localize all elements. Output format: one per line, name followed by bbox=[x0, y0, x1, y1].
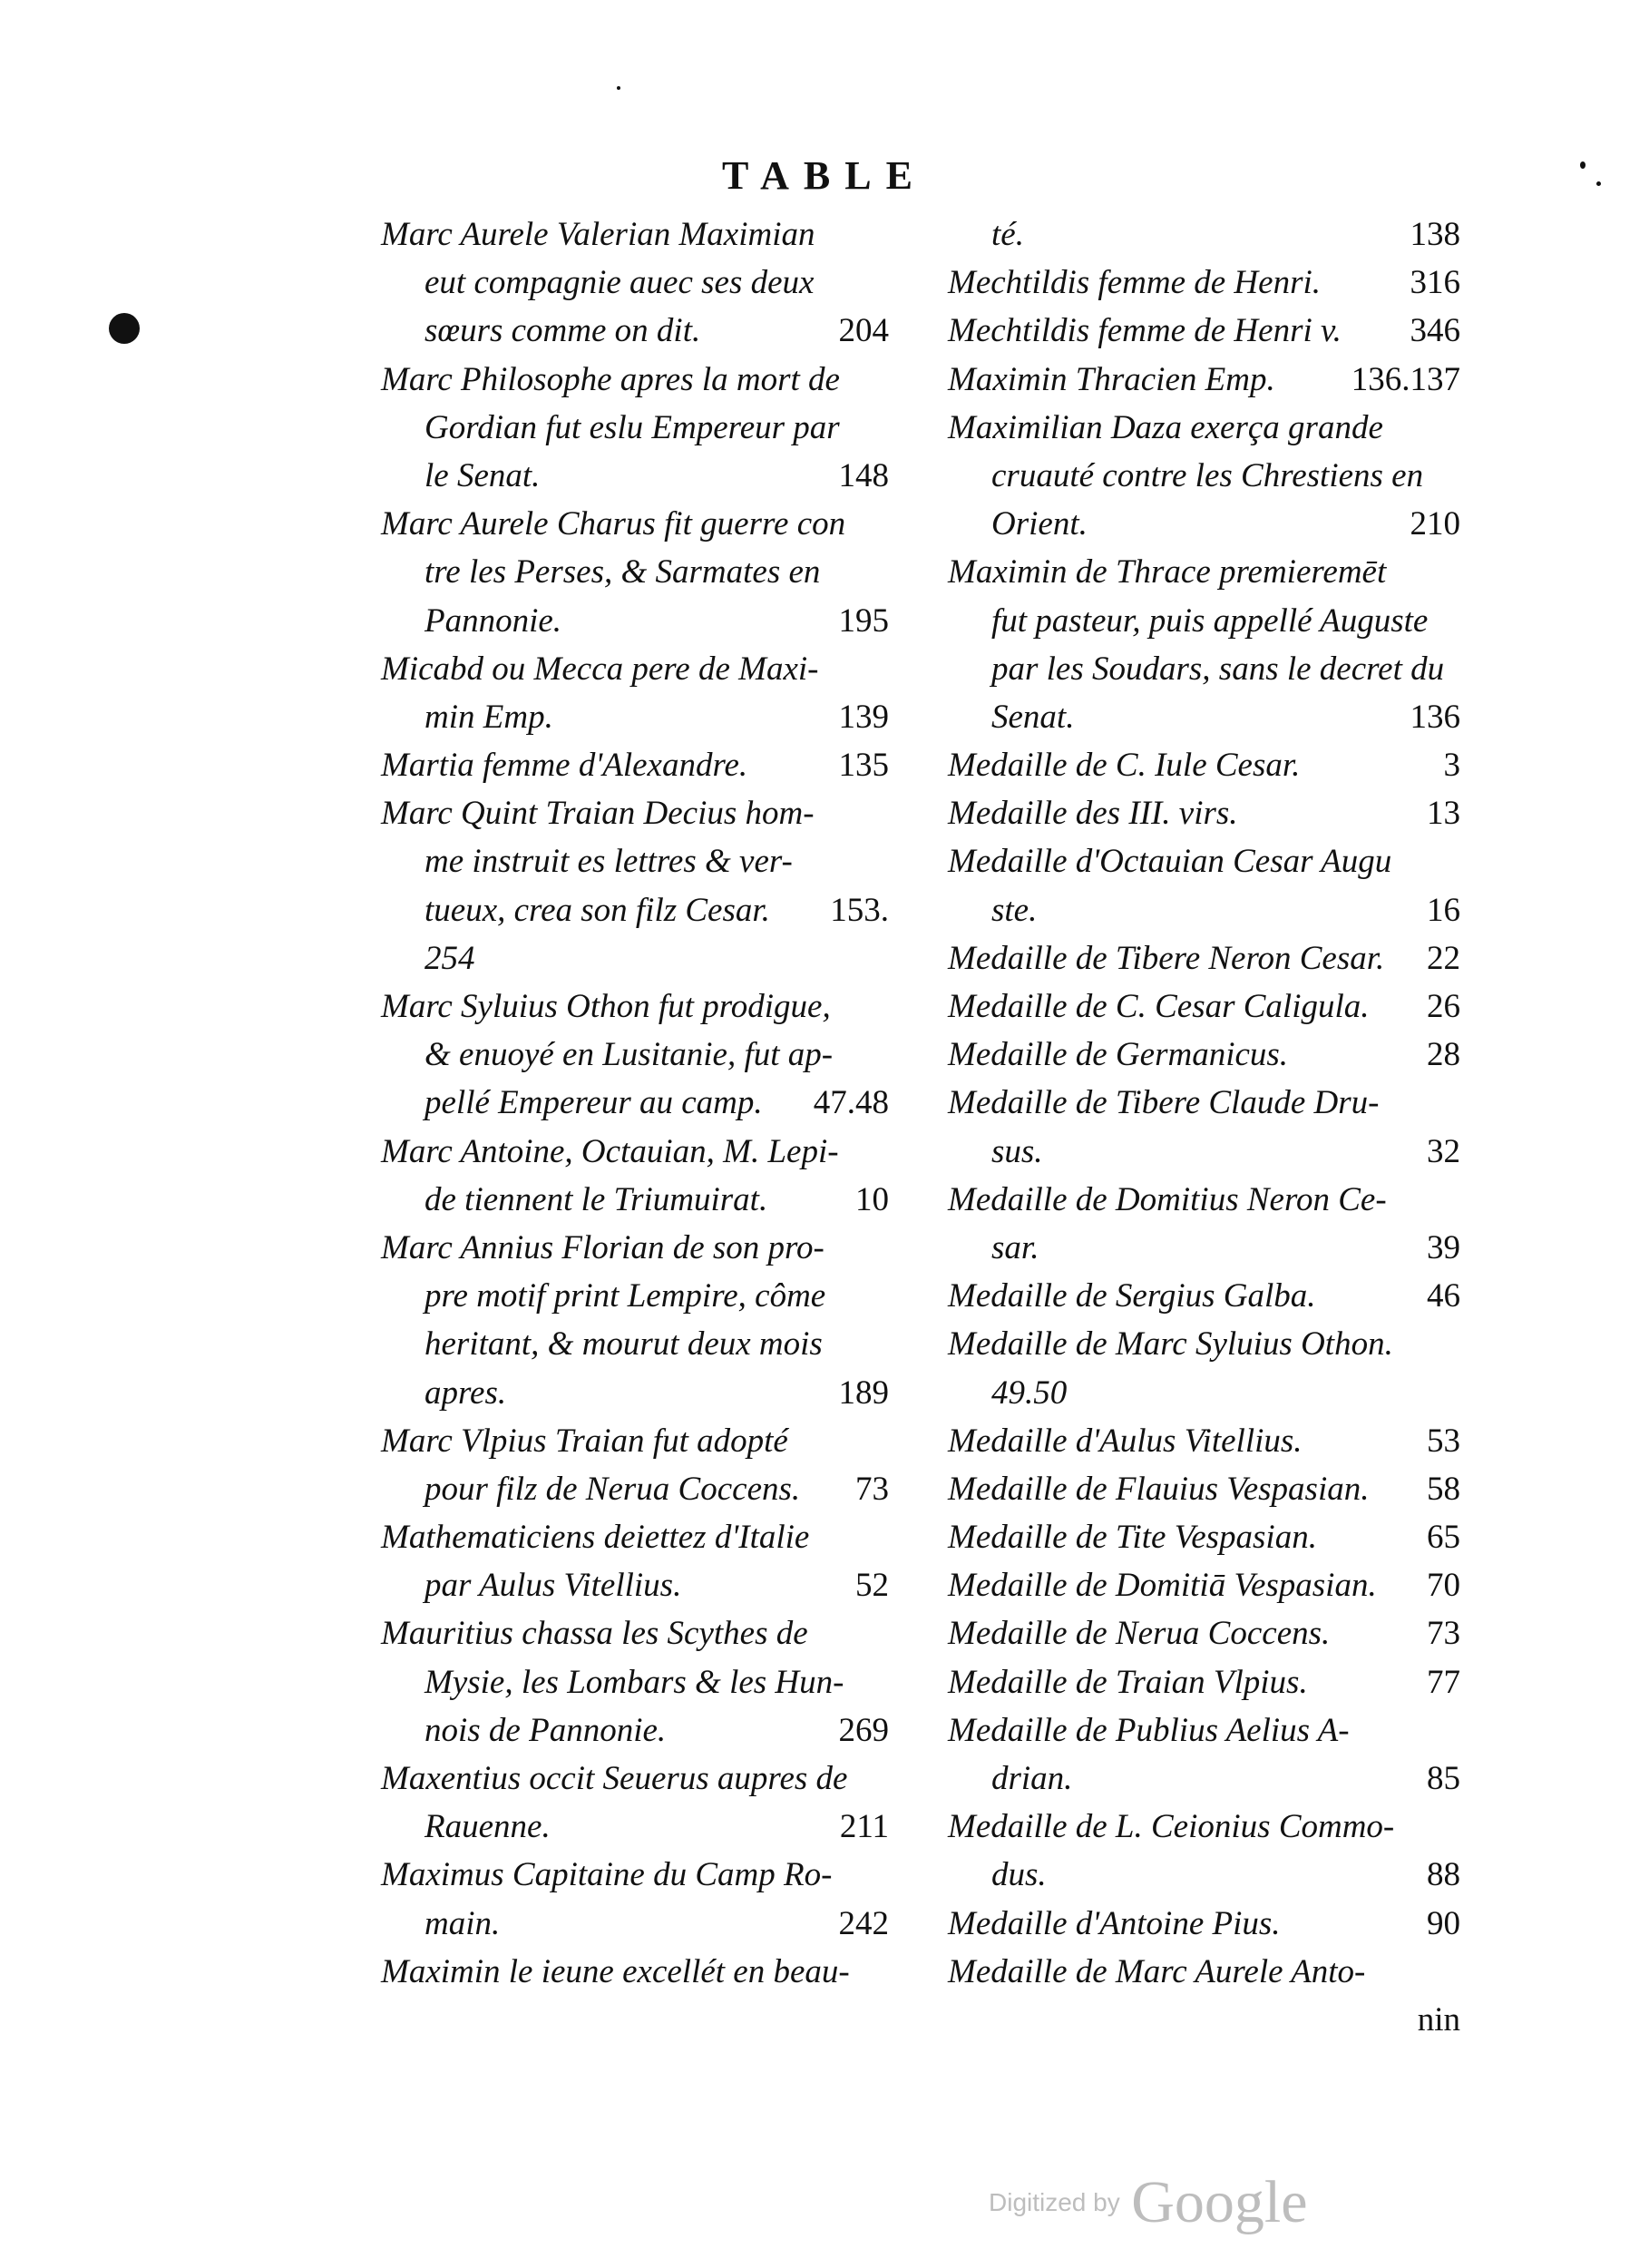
index-line bbox=[381, 837, 889, 885]
index-entry-text: pre motif print Lempire, côme bbox=[424, 1277, 826, 1315]
index-entry-text: heritant, & mourut deux mois bbox=[424, 1325, 823, 1364]
page-reference: 148 bbox=[838, 456, 889, 494]
page-reference: 139 bbox=[838, 698, 889, 736]
ink-speck bbox=[1596, 181, 1601, 186]
index-line bbox=[948, 1706, 1460, 1755]
page-reference: 153. bbox=[830, 891, 889, 929]
index-entry-text: Marc Aurele Charus fit guerre con bbox=[381, 505, 846, 543]
index-entry-text: Medaille de Domitiā Vespasian. bbox=[948, 1567, 1377, 1605]
page-reference: 210 bbox=[1410, 505, 1460, 543]
page-reference: 39 bbox=[1427, 1228, 1460, 1266]
page-reference: 16 bbox=[1427, 891, 1460, 929]
index-line bbox=[381, 404, 889, 452]
index-entry-text: Medaille de C. Iule Cesar. bbox=[948, 747, 1301, 785]
index-line bbox=[948, 741, 1460, 789]
index-line bbox=[381, 1803, 889, 1851]
index-entry-text: Mechtildis femme de Henri v. bbox=[948, 312, 1342, 350]
page-reference: 211 bbox=[839, 1808, 889, 1846]
page-reference: 269 bbox=[838, 1711, 889, 1749]
index-column-right bbox=[948, 210, 1460, 2044]
index-line bbox=[948, 1079, 1460, 1127]
index-line bbox=[948, 1851, 1460, 1899]
page-reference: 58 bbox=[1427, 1470, 1460, 1508]
index-entry-text: Medaille de Domitius Neron Ce- bbox=[948, 1180, 1387, 1218]
index-line bbox=[948, 1803, 1460, 1851]
page-reference: 189 bbox=[838, 1374, 889, 1412]
index-line bbox=[381, 645, 889, 693]
index-entry-text: Mysie, les Lombars & les Hun- bbox=[424, 1663, 844, 1701]
index-line bbox=[948, 645, 1460, 693]
index-entry-text: min Emp. bbox=[424, 698, 553, 736]
index-line bbox=[381, 1948, 889, 1996]
page-reference: 53 bbox=[1427, 1422, 1460, 1460]
index-entry-text: Mauritius chassa les Scythes de bbox=[381, 1615, 808, 1653]
index-line bbox=[948, 404, 1460, 452]
ink-speck bbox=[617, 86, 620, 90]
digitized-by-google-watermark bbox=[989, 2168, 1307, 2237]
index-entry-text: me instruit es lettres & ver- bbox=[424, 843, 793, 881]
index-entry-text: Maximin de Thrace premieremēt bbox=[948, 553, 1387, 591]
page-reference: 22 bbox=[1427, 939, 1460, 977]
index-entry-text: main. bbox=[424, 1904, 501, 1942]
index-entry-text: eut compagnie auec ses deux bbox=[424, 264, 815, 302]
index-line bbox=[381, 1320, 889, 1368]
index-line bbox=[948, 500, 1460, 548]
page-reference: 88 bbox=[1427, 1856, 1460, 1894]
index-line bbox=[948, 1224, 1460, 1272]
index-line bbox=[948, 307, 1460, 355]
index-entry-text: Medaille de Flauius Vespasian. bbox=[948, 1470, 1370, 1508]
index-line bbox=[381, 982, 889, 1031]
index-entry-text: té. bbox=[991, 216, 1024, 253]
index-entry-text: Marc Antoine, Octauian, M. Lepi- bbox=[381, 1132, 839, 1170]
index-entry-text: Martia femme d'Alexandre. bbox=[381, 747, 748, 785]
index-entry-text: pour filz de Nerua Coccens. bbox=[424, 1470, 801, 1508]
index-entry-text: cruauté contre les Chrestiens en bbox=[991, 456, 1424, 494]
index-line bbox=[948, 356, 1460, 404]
index-line bbox=[381, 741, 889, 789]
index-entry-text: Medaille d'Octauian Cesar Augu bbox=[948, 843, 1392, 881]
index-entry-text: Rauenne. bbox=[424, 1808, 551, 1846]
page-reference: 10 bbox=[855, 1180, 889, 1218]
index-line bbox=[948, 1417, 1460, 1465]
page-reference: 28 bbox=[1427, 1036, 1460, 1074]
index-line bbox=[948, 1465, 1460, 1513]
index-line bbox=[948, 452, 1460, 500]
page-reference: 136 bbox=[1410, 698, 1460, 736]
index-entry-text: Medaille d'Aulus Vitellius. bbox=[948, 1422, 1303, 1460]
page-reference: 136.137 bbox=[1351, 360, 1460, 398]
index-entry-text: Medaille de Nerua Coccens. bbox=[948, 1615, 1331, 1653]
page-reference: 52 bbox=[855, 1567, 889, 1605]
index-line bbox=[948, 789, 1460, 837]
index-line bbox=[381, 1706, 889, 1755]
index-line bbox=[948, 1031, 1460, 1079]
index-line bbox=[948, 1272, 1460, 1320]
google-logo: Google bbox=[1131, 2169, 1308, 2235]
index-line bbox=[381, 886, 889, 934]
index-line bbox=[381, 1079, 889, 1127]
index-entry-text: 49.50 bbox=[991, 1374, 1068, 1412]
index-entry-text: sœurs comme on dit. bbox=[424, 312, 701, 350]
index-entry-text: Marc Annius Florian de son pro- bbox=[381, 1228, 824, 1266]
ink-speck bbox=[1580, 161, 1586, 169]
index-entry-text: Medaille de Germanicus. bbox=[948, 1036, 1289, 1074]
index-entry-text: Marc Quint Traian Decius hom- bbox=[381, 795, 815, 833]
index-line bbox=[381, 1176, 889, 1224]
index-line bbox=[948, 1658, 1460, 1706]
index-entry-text: le Senat. bbox=[424, 456, 541, 494]
index-entry-text: Marc Syluius Othon fut prodigue, bbox=[381, 988, 831, 1025]
index-entry-text: Medaille de Tibere Claude Dru- bbox=[948, 1084, 1380, 1122]
index-line bbox=[948, 548, 1460, 596]
index-entry-text: Medaille de Marc Aurele Anto- bbox=[948, 1952, 1366, 1990]
index-line bbox=[948, 1755, 1460, 1803]
page-reference: 135 bbox=[838, 747, 889, 785]
index-line bbox=[948, 1320, 1460, 1368]
index-entry-text: Medaille de C. Cesar Caligula. bbox=[948, 988, 1370, 1025]
index-entry-text: Maximus Capitaine du Camp Ro- bbox=[381, 1856, 833, 1894]
index-line bbox=[381, 1031, 889, 1079]
index-entry-text: apres. bbox=[424, 1374, 507, 1412]
index-entry-text: Maximilian Daza exerça grande bbox=[948, 408, 1383, 446]
index-entry-text: tre les Perses, & Sarmates en bbox=[424, 553, 821, 591]
index-entry-text: & enuoyé en Lusitanie, fut ap- bbox=[424, 1036, 834, 1074]
index-line bbox=[948, 1128, 1460, 1176]
index-entry-text: Medaille de Publius Aelius A- bbox=[948, 1711, 1350, 1749]
ink-blot bbox=[109, 313, 140, 344]
index-line bbox=[381, 1851, 889, 1899]
index-line bbox=[381, 500, 889, 548]
index-line bbox=[948, 1513, 1460, 1561]
index-line bbox=[948, 934, 1460, 982]
index-entry-text: ste. bbox=[991, 891, 1038, 929]
index-entry-text: par les Soudars, sans le decret du bbox=[991, 650, 1445, 688]
index-entry-text: pellé Empereur au camp. bbox=[424, 1084, 763, 1122]
index-line bbox=[948, 1176, 1460, 1224]
index-line bbox=[381, 1417, 889, 1465]
index-line bbox=[381, 548, 889, 596]
index-line bbox=[381, 693, 889, 741]
index-entry-text: Medaille de Marc Syluius Othon. bbox=[948, 1325, 1393, 1364]
index-entry-text: Medaille de Tite Vespasian. bbox=[948, 1519, 1317, 1557]
page-reference: 3 bbox=[1443, 747, 1460, 785]
index-line bbox=[381, 1609, 889, 1657]
index-line bbox=[381, 1128, 889, 1176]
index-line bbox=[948, 1561, 1460, 1609]
page-reference: 73 bbox=[1427, 1615, 1460, 1653]
index-column-left bbox=[381, 210, 889, 1996]
index-line bbox=[381, 1224, 889, 1272]
index-entry-text: nois de Pannonie. bbox=[424, 1711, 667, 1749]
index-entry-text: Gordian fut eslu Empereur par bbox=[424, 408, 840, 446]
index-line bbox=[381, 1513, 889, 1561]
page-reference: 138 bbox=[1410, 216, 1460, 253]
index-entry-text: Mechtildis femme de Henri. bbox=[948, 264, 1321, 302]
index-line bbox=[948, 1948, 1460, 1996]
page-reference: 242 bbox=[838, 1904, 889, 1942]
index-entry-text: Orient. bbox=[991, 505, 1088, 543]
index-line bbox=[381, 1561, 889, 1609]
page-reference: 32 bbox=[1427, 1132, 1460, 1170]
index-entry-text: nin bbox=[1417, 2000, 1460, 2038]
index-line bbox=[948, 597, 1460, 645]
digitized-label: Digitized by bbox=[989, 2188, 1120, 2216]
page-reference: 204 bbox=[838, 312, 889, 350]
index-line bbox=[381, 1900, 889, 1948]
page-reference: 73 bbox=[855, 1470, 889, 1508]
index-line bbox=[381, 452, 889, 500]
index-entry-text: Marc Vlpius Traian fut adopté bbox=[381, 1422, 788, 1460]
index-entry-text: Medaille de Tibere Neron Cesar. bbox=[948, 939, 1385, 977]
index-line bbox=[381, 210, 889, 259]
index-entry-text: Medaille des III. virs. bbox=[948, 795, 1238, 833]
index-entry-text: Pannonie. bbox=[424, 601, 562, 640]
index-line bbox=[948, 1369, 1460, 1417]
index-entry-text: Medaille de Traian Vlpius. bbox=[948, 1663, 1308, 1701]
index-entry-text: Medaille d'Antoine Pius. bbox=[948, 1904, 1281, 1942]
index-line bbox=[381, 307, 889, 355]
page-reference: 65 bbox=[1427, 1519, 1460, 1557]
index-entry-text: de tiennent le Triumuirat. bbox=[424, 1180, 768, 1218]
index-entry-text: Marc Aurele Valerian Maximian bbox=[381, 216, 815, 253]
index-entry-text: dus. bbox=[991, 1856, 1047, 1894]
page-reference: 77 bbox=[1427, 1663, 1460, 1701]
index-line bbox=[948, 1996, 1460, 2044]
index-entry-text: Marc Philosophe apres la mort de bbox=[381, 360, 840, 398]
index-entry-text: Medaille de Sergius Galba. bbox=[948, 1277, 1316, 1315]
index-line bbox=[948, 837, 1460, 885]
index-line bbox=[381, 1658, 889, 1706]
index-line bbox=[381, 597, 889, 645]
page-reference: 346 bbox=[1410, 312, 1460, 350]
index-entry-text: Micabd ou Mecca pere de Maxi- bbox=[381, 650, 819, 688]
page-reference: 316 bbox=[1410, 264, 1460, 302]
index-line bbox=[381, 356, 889, 404]
index-line bbox=[948, 1900, 1460, 1948]
index-entry-text: Maximin le ieune excellét en beau- bbox=[381, 1952, 850, 1990]
index-entry-text: Medaille de L. Ceionius Commo- bbox=[948, 1808, 1395, 1846]
page-reference: 13 bbox=[1427, 795, 1460, 833]
index-line bbox=[381, 1272, 889, 1320]
index-line bbox=[948, 886, 1460, 934]
index-line bbox=[381, 1755, 889, 1803]
index-line bbox=[948, 210, 1460, 259]
index-line bbox=[381, 789, 889, 837]
index-entry-text: Maximin Thracien Emp. bbox=[948, 360, 1275, 398]
index-entry-text: tueux, crea son filz Cesar. bbox=[424, 891, 770, 929]
index-line bbox=[381, 259, 889, 307]
index-entry-text: Mathematiciens deiettez d'Italie bbox=[381, 1519, 810, 1557]
index-entry-text: Senat. bbox=[991, 698, 1075, 736]
page-reference: 26 bbox=[1427, 988, 1460, 1025]
page-reference: 90 bbox=[1427, 1904, 1460, 1942]
index-entry-text: 254 bbox=[424, 939, 475, 977]
index-line bbox=[948, 259, 1460, 307]
index-line bbox=[948, 982, 1460, 1031]
index-entry-text: fut pasteur, puis appellé Auguste bbox=[991, 601, 1429, 640]
index-entry-text: Maxentius occit Seuerus aupres de bbox=[381, 1760, 848, 1797]
page-reference: 195 bbox=[838, 601, 889, 640]
page-reference: 70 bbox=[1427, 1567, 1460, 1605]
index-entry-text: sus. bbox=[991, 1132, 1043, 1170]
index-line bbox=[948, 1609, 1460, 1657]
index-line bbox=[948, 693, 1460, 741]
index-entry-text: drian. bbox=[991, 1760, 1073, 1797]
index-line bbox=[381, 1465, 889, 1513]
index-entry-text: sar. bbox=[991, 1228, 1039, 1266]
index-line bbox=[381, 934, 889, 982]
index-entry-text: par Aulus Vitellius. bbox=[424, 1567, 682, 1605]
page-reference: 85 bbox=[1427, 1760, 1460, 1797]
page-reference: 47.48 bbox=[813, 1084, 889, 1122]
page-reference: 46 bbox=[1427, 1277, 1460, 1315]
page-title: TABLE bbox=[722, 153, 927, 198]
index-line bbox=[381, 1369, 889, 1417]
